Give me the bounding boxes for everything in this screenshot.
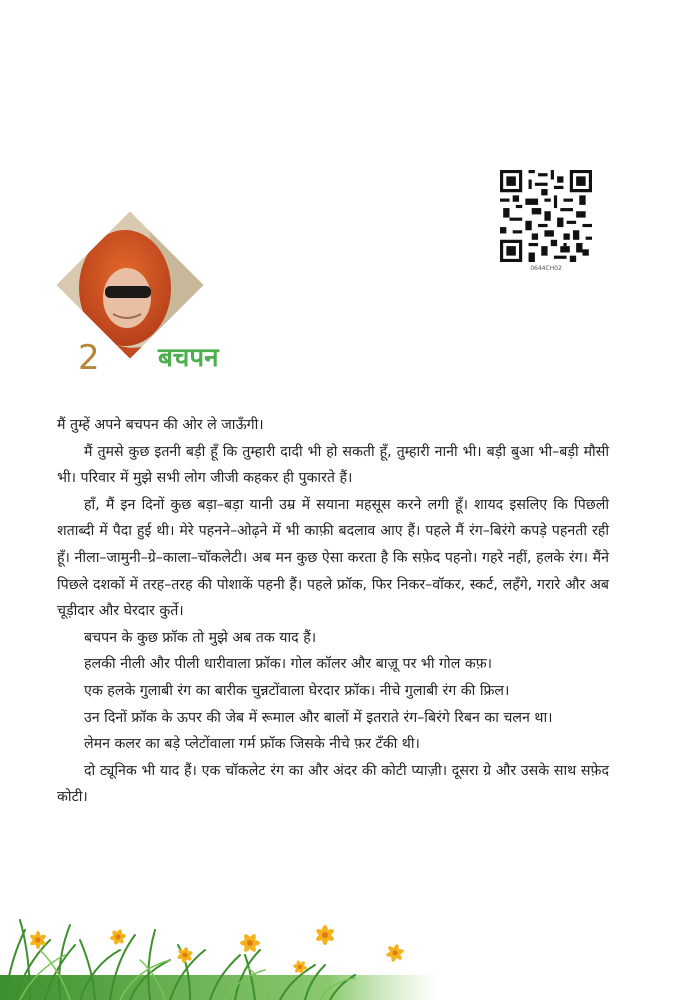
paragraph: उन दिनों फ्रॉक के ऊपर की जेब में रूमाल और बालों में इतराते रंग–बिरंगे रिबन का चलन था। (84, 709, 553, 726)
paragraph: मैं तुमसे कुछ इतनी बड़ी हूँ कि तुम्हारी दादी भी हो सकती हूँ, तुम्हारी नानी भी। बड़ी बुआ भी–बड़ी मौसी भी। परिवार में मुझे सभी लोग जीजी कहकर ही पुकारते हैं। (57, 443, 609, 487)
grass-flowers-decoration (0, 905, 440, 1000)
chapter-title: बचपन (158, 343, 219, 373)
paragraph: हाँ, मैं इन दिनों कुछ बड़ा–बड़ा यानी उम्र में सयाना महसूस करने लगी हूँ। शायद इसलिए कि पिछली शताब्दी में पैदा हुई थी। मेरे पहनने–ओढ़ने में भी काफ़ी बदलाव आए हैं। पहले मैं रंग–बिरंगे कपड़े पहनती रही हूँ। नीला–जामुनी–ग्रे–काला–चॉकलेटी। अब मन कुछ ऐसा करता है कि सफ़ेद पहनो। गहरे नहीं, हलके रंग। मैंने पिछले दशकों में तरह–तरह की पोशाकें पहनी हैं। पहले फ्रॉक, फिर निकर–वॉकर, स्कर्ट, लहँगे, गरारे और अब चूड़ीदार और घेरदार कुर्ते। (57, 496, 609, 620)
chapter-body (57, 412, 609, 811)
paragraph: बचपन के कुछ फ्रॉक तो मुझे अब तक याद हैं। (84, 629, 317, 646)
qr-code[interactable] (500, 170, 592, 262)
qr-code-label: 0644CH02 (530, 265, 562, 272)
chapter-number: 2 (78, 338, 100, 378)
paragraph: दो ट्यूनिक भी याद हैं। एक चॉकलेट रंग का और अंदर की कोटी प्याज़ी। दूसरा ग्रे और उसके साथ सफ़ेद कोटी। (57, 762, 609, 806)
paragraph: मैं तुम्हें अपने बचपन की ओर ले जाऊँगी। (57, 417, 264, 433)
paragraph: एक हलके गुलाबी रंग का बारीक चुन्नटोंवाला घेरदार फ्रॉक। नीचे गुलाबी रंग की फ्रिल। (84, 682, 510, 699)
paragraph: हलकी नीली और पीली धारीवाला फ्रॉक। गोल कॉलर और बाज़ू पर भी गोल कफ़। (84, 656, 493, 673)
paragraph: लेमन कलर का बड़े प्लेटोंवाला गर्म फ्रॉक जिसके नीचे फ़र टँकी थी। (84, 736, 420, 753)
